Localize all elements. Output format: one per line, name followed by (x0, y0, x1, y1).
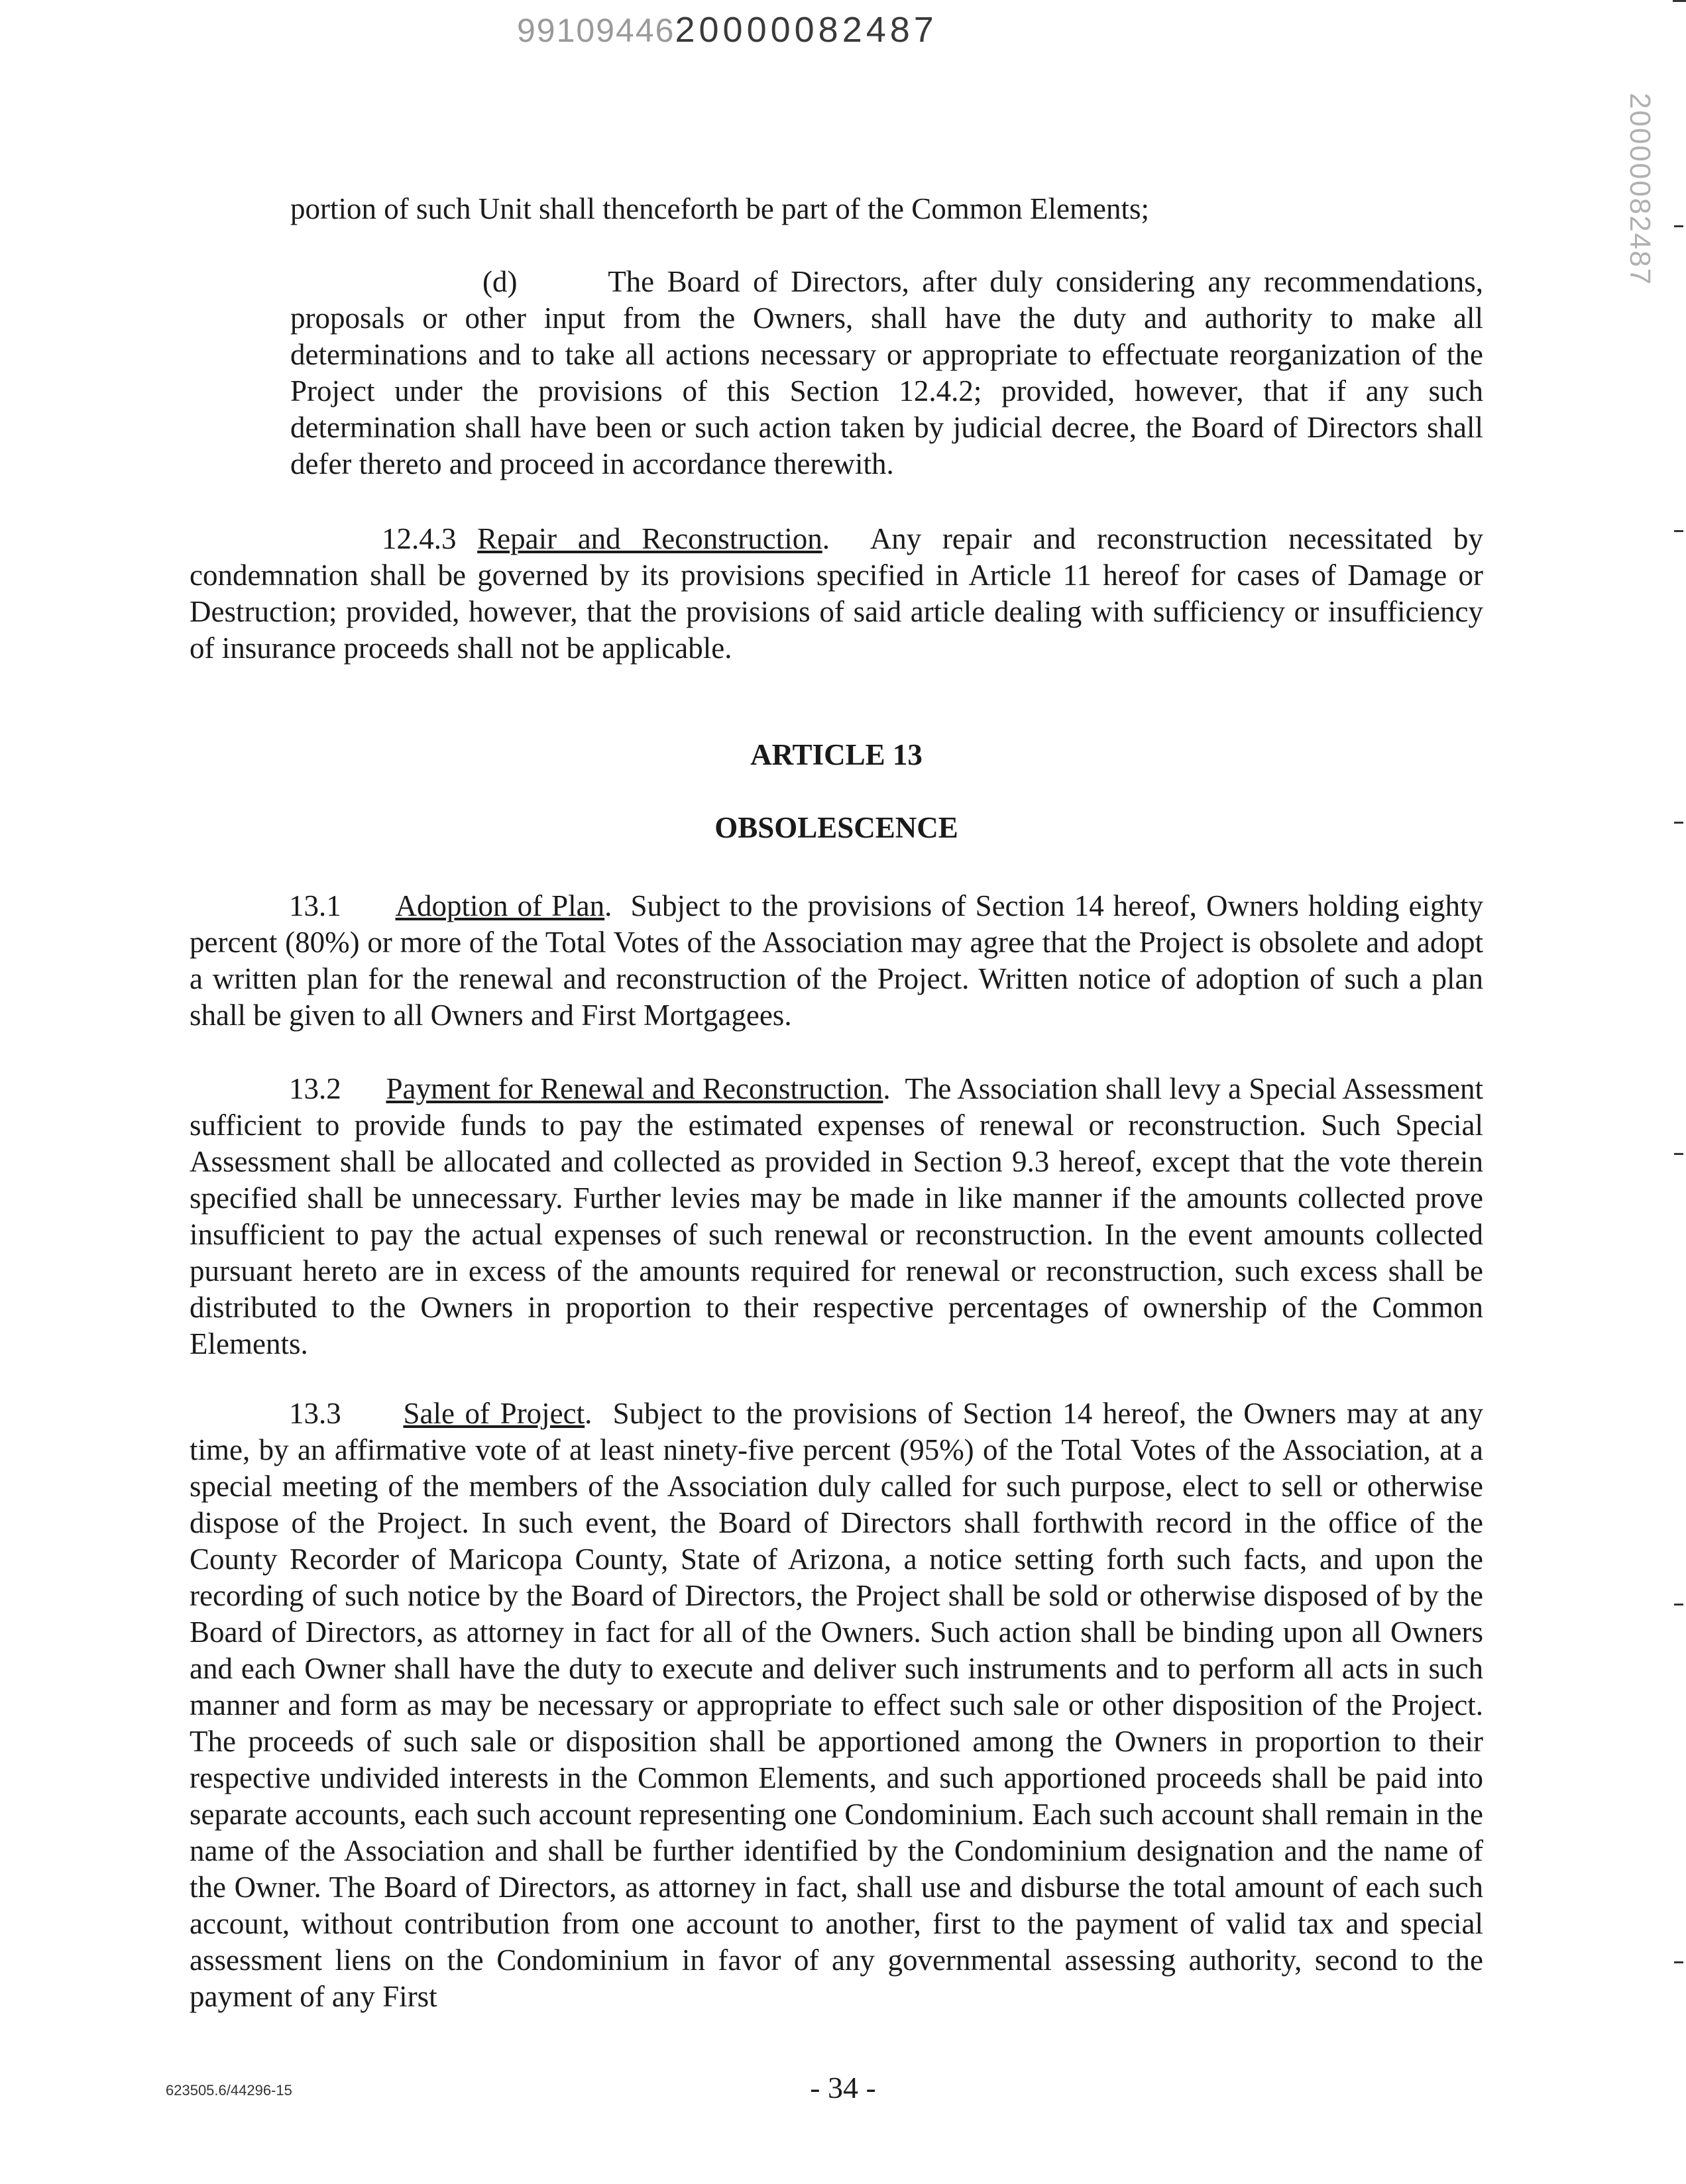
section-number: 13.3 (289, 1397, 341, 1430)
paragraph-d-label: (d) (482, 265, 518, 298)
paragraph-continuation: portion of such Unit shall thenceforth be part of the Common Elements; (290, 192, 1149, 225)
section-number: 13.1 (289, 889, 341, 922)
section-title: Payment for Renewal and Reconstruction (386, 1072, 883, 1105)
recording-number: 20000082487 (675, 10, 938, 50)
section-number: 12.4.3 (382, 522, 457, 555)
section-13-1: 13.1 Adoption of Plan. Subject to the provisions of Section 14 hereof, Owners holding eighty percent (80%) or more of the Total Votes of the Association may agree that the Project is obsolete and adopt a written plan for the renewal and reconstruction of the Project. Written notice of adoption of such a plan shall be given to all Owners and First Mortgagees. (190, 889, 1483, 1032)
side-stamp-text: 20000082487 (1624, 93, 1656, 286)
section-number: 13.2 (289, 1072, 341, 1105)
scan-edge-mark (1674, 1961, 1683, 1963)
section-13-2: 13.2 Payment for Renewal and Reconstruction. The Association shall levy a Special Assessment sufficient to provide funds to pay the estimated expenses of renewal or reconstruction. Such Special Assessment shall be allocated and collected as provided in Section 9.3 hereof, except that the vote therein specified shall be unnecessary. Further levies may be made in like manner if the amounts collected prove insufficient to pay the actual expenses of such renewal or reconstruction. In the event amounts collected pursuant hereto are in excess of the amounts required for renewal or reconstruction, such excess shall be distributed to the Owners in proportion to their respective percentages of ownership of the Common Elements. (190, 1072, 1484, 1360)
article-title: OBSOLESCENCE (714, 811, 958, 844)
section-text: The Association shall levy a Special Assessment sufficient to provide funds to pay the estimated expenses of renewal or reconstruction. Such Special Assessment shall be allocated and collected as provided in Section 9.3 hereof, except that the vote therein specified shall be unnecessary. Further levies may be made in like manner if the amounts collected prove insufficient to pay the actual expenses of such renewal or reconstruction. In the event amounts collected pursuant hereto are in excess of the amounts required for renewal or reconstruction, such excess shall be distributed to the Owners in proportion to their respective percentages of ownership of the Common Elements. (190, 1072, 1484, 1360)
article-heading: ARTICLE 13 (750, 738, 923, 771)
section-title: Repair and Reconstruction (477, 522, 822, 555)
document-id: 623505.6/44296-15 (166, 2082, 292, 2099)
paragraph-d (290, 264, 1483, 482)
recording-number-stamp (517, 9, 938, 50)
section-title: Sale of Project (403, 1397, 585, 1430)
scan-edge-mark (1674, 530, 1683, 532)
side-recording-stamp (1604, 93, 1656, 305)
section-text: Subject to the provisions of Section 14 hereof, Owners holding eighty percent (80%) or more of the Total Votes of the Association may agree that the Project is obsolete and adopt a written plan for the renewal and reconstruction of the Project. Written notice of adoption of such a plan shall be given to all Owners and First Mortgagees. (190, 889, 1483, 1032)
paragraph-d-text: The Board of Directors, after duly considering any recommendations, proposals or other input from the Owners, shall have the duty and authority to make all determinations and to take all actions necessary or appropriate to effectuate reorganization of the Project under the provisions of this Section 12.4.2; provided, however, that if any such determination shall have been or such action taken by judicial decree, the Board of Directors shall defer thereto and proceed in accordance therewith. (290, 265, 1483, 480)
scan-edge-mark (1674, 822, 1683, 824)
scan-edge-mark (1674, 225, 1683, 227)
section-text: Any repair and reconstruction necessitated by condemnation shall be governed by its provisions specified in Article 11 hereof for cases of Damage or Destruction; provided, however, that the provisions of said article dealing with sufficiency or insufficiency of insurance proceeds shall not be applicable. (190, 522, 1483, 665)
scan-edge-mark (1673, 0, 1686, 2)
section-12-4-3: 12.4.3 Repair and Reconstruction. Any repair and reconstruction necessitated by condemnation shall be governed by its provisions specified in Article 11 hereof for cases of Damage or Destruction; provided, however, that the provisions of said article dealing with sufficiency or insufficiency of insurance proceeds shall not be applicable. (190, 522, 1483, 665)
faint-stamp-number: 99109446 (517, 12, 675, 49)
scan-edge-mark (1674, 1153, 1683, 1155)
page-number: - 34 - (810, 2071, 876, 2104)
section-13-3: 13.3 Sale of Project. Subject to the provisions of Section 14 hereof, the Owners may at any time, by an affirmative vote of at least ninety-five percent (95%) of the Total Votes of the Association, at a special meeting of the members of the Association duly called for such purpose, elect to sell or otherwise dispose of the Project. In such event, the Board of Directors shall forthwith record in the office of the County Recorder of Maricopa County, State of Arizona, a notice setting forth such facts, and upon the recording of such notice by the Board of Directors, the Project shall be sold or otherwise disposed of by the Board of Directors, as attorney in fact for all of the Owners. Such action shall be binding upon all Owners and each Owner shall have the duty to execute and deliver such instruments and to perform all acts in such manner and form as may be necessary or appropriate to effect such sale or other disposition of the Project. The proceeds of such sale or disposition shall be apportioned among the Owners in proportion to their respective undivided interests in the Common Elements, and such apportioned proceeds shall be paid into separate accounts, each such account representing one Condominium. Each such account shall remain in the name of the Association and shall be further identified by the Condominium designation and the name of the Owner. The Board of Directors, as attorney in fact, shall use and disburse the total amount of each such account, without contribution from one account to another, first to the payment of valid tax and special assessment liens on the Condominium in favor of any governmental assessing authority, second to the payment of any First (190, 1397, 1484, 2013)
section-text: Subject to the provisions of Section 14 hereof, the Owners may at any time, by an affirmative vote of at least ninety-five percent (95%) of the Total Votes of the Association, at a special meeting of the members of the Association duly called for such purpose, elect to sell or otherwise dispose of the Project. In such event, the Board of Directors shall forthwith record in the office of the County Recorder of Maricopa County, State of Arizona, a notice setting forth such facts, and upon the recording of such notice by the Board of Directors, the Project shall be sold or otherwise disposed of by the Board of Directors, as attorney in fact for all of the Owners. Such action shall be binding upon all Owners and each Owner shall have the duty to execute and deliver such instruments and to perform all acts in such manner and form as may be necessary or appropriate to effect such sale or other disposition of the Project. The proceeds of such sale or disposition shall be apportioned among the Owners in proportion to their respective undivided interests in the Common Elements, and such apportioned proceeds shall be paid into separate accounts, each such account representing one Condominium. Each such account shall remain in the name of the Association and shall be further identified by the Condominium designation and the name of the Owner. The Board of Directors, as attorney in fact, shall use and disburse the total amount of each such account, without contribution from one account to another, first to the payment of valid tax and special assessment liens on the Condominium in favor of any governmental assessing authority, second to the payment of any First (190, 1397, 1484, 2013)
scan-edge-mark (1674, 1604, 1683, 1606)
section-title: Adoption of Plan (395, 889, 605, 922)
